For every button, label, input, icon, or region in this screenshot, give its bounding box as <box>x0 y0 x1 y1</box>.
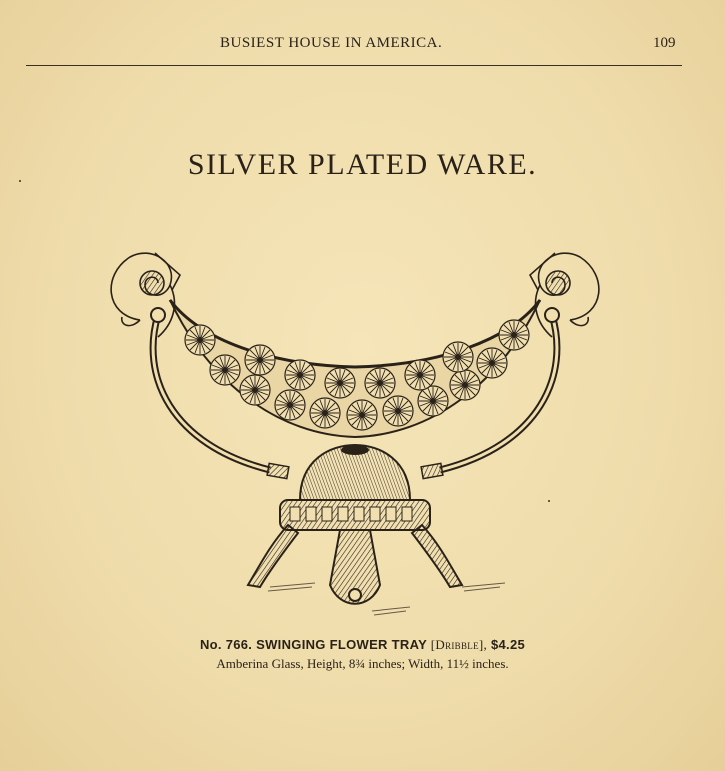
paper-speck <box>19 180 21 182</box>
running-head <box>0 33 725 55</box>
item-caption <box>0 637 725 653</box>
header-rule <box>26 65 682 66</box>
bracket-close: ], <box>478 637 488 652</box>
section-title: SILVER PLATED WARE. <box>187 148 538 181</box>
paper-speck <box>548 500 550 502</box>
item-number: No. 766. <box>199 637 253 652</box>
page-number: 109 <box>653 35 676 51</box>
right-scroll-ornament <box>530 253 599 337</box>
tripod-legs <box>248 525 462 604</box>
item-description: Amberina Glass, Height, 8¾ inches; Width, 11½ inches. <box>216 656 509 671</box>
item-maker: Dribble <box>435 637 479 652</box>
item-name: SWINGING FLOWER TRAY <box>256 637 427 652</box>
item-price: $4.25 <box>490 637 526 652</box>
flower-tray-engraving <box>100 245 610 635</box>
running-title: BUSIEST HOUSE IN AMERICA. <box>220 35 443 51</box>
bracket-open: [ <box>430 637 436 652</box>
left-scroll-ornament <box>111 253 180 337</box>
